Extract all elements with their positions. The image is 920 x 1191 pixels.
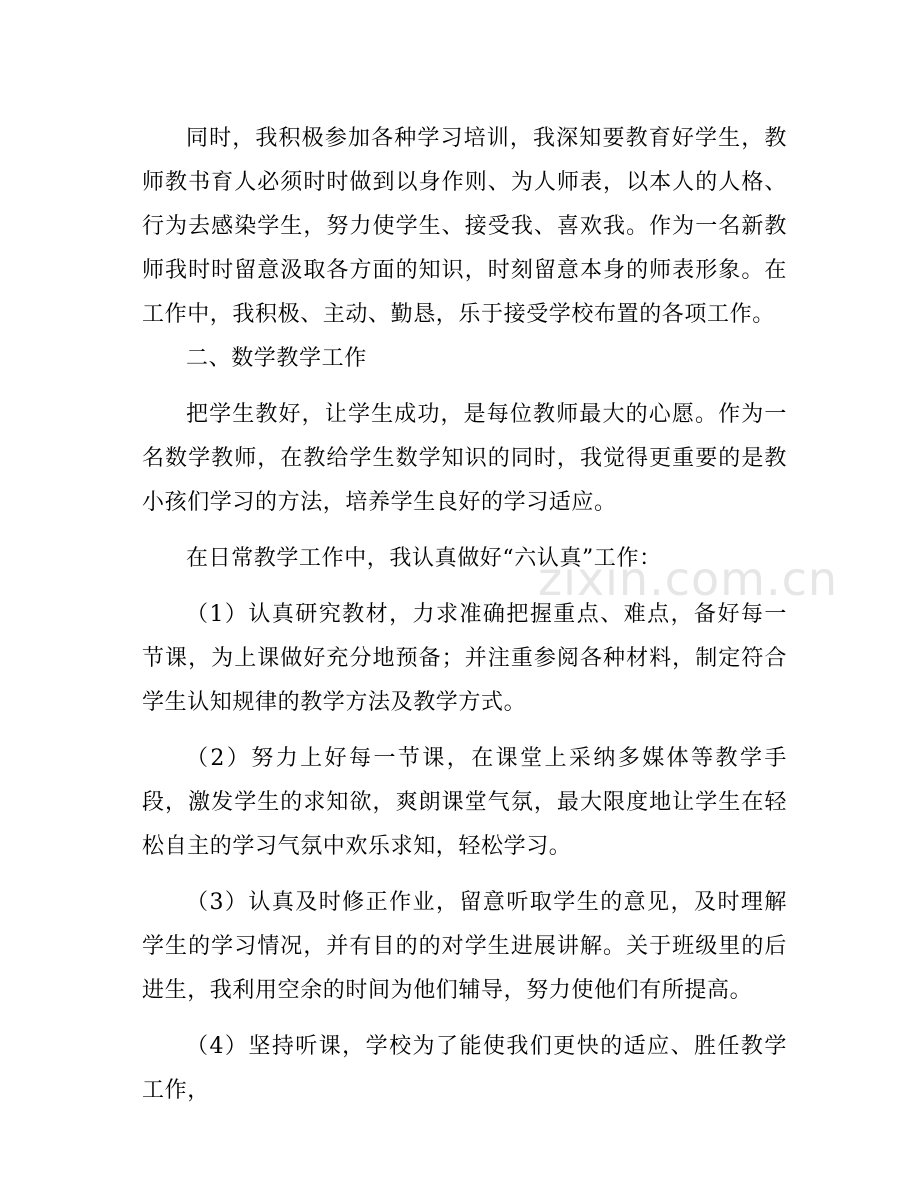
paragraph-teaching-goal: 把学生教好，让学生成功，是每位教师最大的心愿。作为一名数学教师，在教给学生数学知识的同时，我觉得更重要的是教小孩们学习的方法，培养学生良好的学习适应。 [142, 402, 787, 515]
document-body [142, 117, 787, 1113]
paragraph-item-2: （2）努力上好每一节课，在课堂上采纳多媒体等教学手段，激发学生的求知欲，爽朗课堂气氛，最大限度地让学生在轻松自主的学习气氛中欢乐求知，轻松学习。 [142, 746, 787, 859]
paragraph-item-1: （1）认真研究教材，力求准确把握重点、难点，备好每一节课，为上课做好充分地预备；并注重参阅各种材料，制定符合学生认知规律的教学方法及教学方式。 [142, 602, 787, 715]
section-heading-math-teaching: 二、数学教学工作 [186, 346, 367, 371]
paragraph-item-4: （4）坚持听课，学校为了能使我们更快的适应、胜任教学工作， [142, 1034, 787, 1103]
paragraph-item-3: （3）认真及时修正作业，留意听取学生的意见，及时理解学生的学习情况，并有目的的对学生进展讲解。关于班级里的后进生，我利用空余的时间为他们辅导，努力使他们有所提高。 [142, 890, 787, 1003]
paragraph-training: 同时，我积极参加各种学习培训，我深知要教育好学生，教师教书育人必须时时做到以身作则、为人师表，以本人的人格、行为去感染学生，努力使学生、接受我、喜欢我。作为一名新教师我时时留意汲取各方面的知识，时刻留意本身的师表形象。在工作中，我积极、主动、勤恳，乐于接受学校布置的各项工作。 [142, 126, 787, 327]
paragraph-six-earnest-intro: 在日常教学工作中，我认真做好“六认真”工作： [186, 546, 662, 571]
watermark: zixin.com.cn [538, 552, 839, 606]
